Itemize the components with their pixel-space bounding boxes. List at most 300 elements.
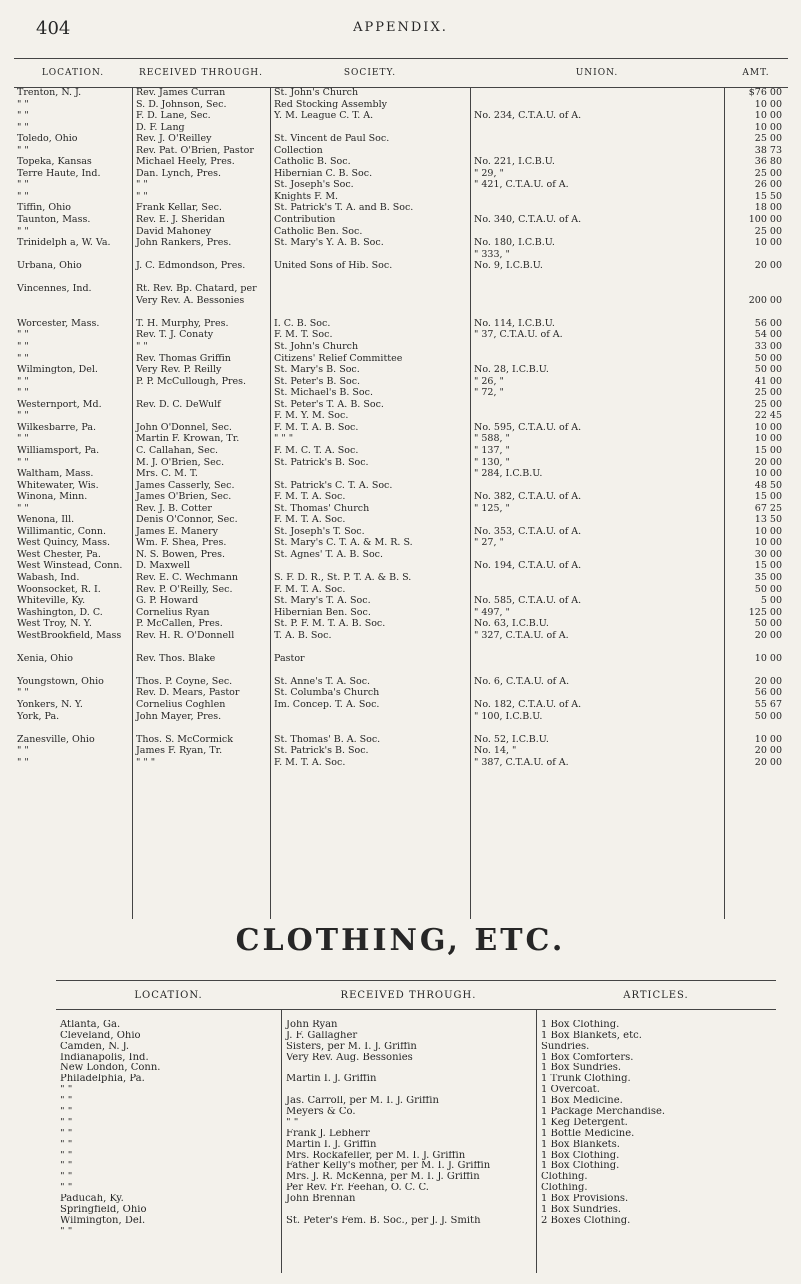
table-cell <box>471 664 724 676</box>
table-cell: 25 00 <box>754 133 782 145</box>
table-cell: " " <box>60 1128 73 1139</box>
table-cell: Martin I. J. Griffin <box>286 1139 377 1150</box>
table-cell: St. John's Church <box>274 87 359 98</box>
table-cell: J. C. Edmondson, Pres. <box>136 260 246 272</box>
table-cell: 1 Box Clothing. <box>541 1150 620 1161</box>
table-cell: No. 340, C.T.A.U. of A. <box>474 214 582 226</box>
table-cell <box>14 249 132 261</box>
table-cell: 25 00 <box>754 387 782 399</box>
table-cell: Wilmington, Del. <box>17 364 98 376</box>
table-cell: Denis O'Connor, Sec. <box>136 514 238 526</box>
table-cell: 10 00 <box>754 237 782 249</box>
table-cell: St. Agnes' T. A. B. Soc. <box>274 548 384 560</box>
table-cell: " " " <box>274 433 294 445</box>
table-cell: T. H. Murphy, Pres. <box>136 317 229 329</box>
table-cell: St. Peter's T. A. B. Soc. <box>274 398 384 410</box>
table-cell: No. 595, C.T.A.U. of A. <box>474 421 582 433</box>
table-cell: Rev. D. C. DeWulf <box>136 398 221 410</box>
table-cell <box>471 283 724 295</box>
table-cell: 10 00 <box>754 733 782 745</box>
table-cell: Rev. P. O'Reilly, Sec. <box>136 583 233 595</box>
table-cell: T. A. B. Soc. <box>274 629 332 641</box>
table-cell: 1 Overcoat. <box>541 1085 600 1096</box>
table-cell: Martin F. Krowan, Tr. <box>136 433 240 445</box>
table-cell: No. 221, I.C.B.U. <box>474 156 555 168</box>
table-cell: F. M. T. A. B. Soc. <box>274 421 359 433</box>
table-cell: 200 00 <box>748 294 782 306</box>
table-cell: " " <box>286 1117 299 1128</box>
table-cell: Mrs. Rockafeller, per M. I. J. Griffin <box>286 1150 466 1161</box>
table-cell <box>14 722 132 734</box>
table-cell: " 387, C.T.A.U. of A. <box>474 756 569 768</box>
table-cell <box>14 295 132 307</box>
table-cell: " " <box>17 329 29 341</box>
table-cell <box>14 664 132 676</box>
table-cell <box>133 641 270 653</box>
table-cell: 41 00 <box>754 375 782 387</box>
table-cell: Rev. E. C. Wechmann <box>136 571 238 583</box>
table-cell: Toledo, Ohio <box>17 133 78 145</box>
table-cell: Wm. F. Shea, Pres. <box>136 537 227 549</box>
table-cell: C. Callahan, Sec. <box>136 444 219 456</box>
table-cell <box>471 145 724 157</box>
table-cell: Meyers & Co. <box>286 1107 356 1118</box>
table-cell: 67 25 <box>754 502 782 514</box>
table-cell <box>271 122 470 134</box>
table-cell: " 421, C.T.A.U. of A. <box>474 179 569 191</box>
table-cell: Hibernian C. B. Soc. <box>274 167 373 179</box>
column-union <box>470 87 724 919</box>
table-cell: John Ryan <box>286 1019 338 1030</box>
table-cell: " 333, " <box>474 248 510 260</box>
table-cell: Father Kelly's mother, per M. I. J. Griffin <box>286 1161 491 1172</box>
table-cell <box>133 722 270 734</box>
table-cell: 1 Box Comforters. <box>541 1052 634 1063</box>
table-cell: Rev. H. R. O'Donnell <box>136 629 235 641</box>
table-cell: " " <box>136 179 148 191</box>
table-cell: S. D. Johnson, Sec. <box>136 98 227 110</box>
table-cell: St. Anne's T. A. Soc. <box>274 675 371 687</box>
table-cell: 1 Keg Detergent. <box>541 1117 628 1128</box>
table-cell: " 37, C.T.A.U. of A. <box>474 329 563 341</box>
table-cell <box>133 410 270 422</box>
table-cell: 56 00 <box>754 317 782 329</box>
table-cell: Very Rev. A. Bessonies <box>136 294 245 306</box>
table-cell: John Rankers, Pres. <box>136 237 232 249</box>
table-cell: N. S. Bowen, Pres. <box>136 548 226 560</box>
table-cell <box>471 306 724 318</box>
table-cell <box>471 480 724 492</box>
table-cell: " 497, " <box>474 606 510 618</box>
table-cell <box>471 295 724 307</box>
table-cell: 26 00 <box>754 179 782 191</box>
table-cell: Taunton, Mass. <box>17 214 91 226</box>
column-received-2 <box>281 1009 536 1273</box>
table-cell <box>471 549 724 561</box>
table-cell: Xenia, Ohio <box>17 652 73 664</box>
table-cell: No. 28, I.C.B.U. <box>474 364 549 376</box>
table-cell <box>725 283 788 295</box>
table-cell: West Winstead, Conn. <box>17 560 123 572</box>
table-cell: Willimantic, Conn. <box>17 525 107 537</box>
column-articles <box>536 1009 776 1273</box>
table-cell: I. C. B. Soc. <box>274 317 331 329</box>
table-cell: 125 00 <box>748 606 782 618</box>
table-cell: Woonsocket, R. I. <box>17 583 101 595</box>
column-location <box>14 87 132 919</box>
table-cell: St. Thomas' Church <box>274 502 370 514</box>
table-cell: No. 63, I.C.B.U. <box>474 618 549 630</box>
header-received: RECEIVED THROUGH. <box>132 59 270 88</box>
table-cell: Thos. S. McCormick <box>136 733 233 745</box>
table-cell: Topeka, Kansas <box>17 156 92 168</box>
table-cell: St. Vincent de Paul Soc. <box>274 133 390 145</box>
table-cell: Vincennes, Ind. <box>17 283 92 295</box>
table-cell: Cornelius Ryan <box>136 606 210 618</box>
table-cell: " 284, I.C.B.U. <box>474 468 543 480</box>
table-cell: Very Rev. P. Reilly <box>136 364 222 376</box>
table-cell <box>471 722 724 734</box>
table-cell: West Chester, Pa. <box>17 548 101 560</box>
table-cell: 10 00 <box>754 421 782 433</box>
table-cell: Rt. Rev. Bp. Chatard, per <box>136 283 257 295</box>
table-cell <box>471 99 724 111</box>
table-cell: Urbana, Ohio <box>17 260 82 272</box>
table-cell: Red Stocking Assembly <box>274 98 387 110</box>
table-cell: G. P. Howard <box>136 595 199 607</box>
table-cell: Rev. J. B. Cotter <box>136 502 212 514</box>
table-cell: " 130, " <box>474 456 510 468</box>
table-cell: Trenton, N. J. <box>17 87 82 98</box>
table-cell: 10 00 <box>754 468 782 480</box>
table-cell: " " <box>17 110 29 122</box>
table-cell <box>282 1227 536 1238</box>
table-cell: M. J. O'Brien, Sec. <box>136 456 225 468</box>
table-cell: F. M. T. A. Soc. <box>274 514 346 526</box>
clothing-table <box>56 980 776 1273</box>
table-cell: Trinidelph a, W. Va. <box>17 237 111 249</box>
table-cell: " " <box>17 687 29 699</box>
table-cell: Catholic Ben. Soc. <box>274 225 363 237</box>
table-cell: 5 00 <box>760 595 782 607</box>
table-cell <box>537 1009 776 1020</box>
table-cell <box>471 122 724 134</box>
table-cell: 15 00 <box>754 444 782 456</box>
table-cell: No. 14, " <box>474 745 517 757</box>
table-cell: St. John's Church <box>274 341 359 353</box>
table-cell: No. 182, C.T.A.U. of A. <box>474 698 582 710</box>
table-cell: St. Peter's Fem. B. Soc., per J. J. Smith <box>286 1215 481 1226</box>
page-number: 404 <box>36 18 71 39</box>
table-cell <box>282 1063 536 1074</box>
table-cell: 15 00 <box>754 491 782 503</box>
table-cell: 1 Box Sundries. <box>541 1063 622 1074</box>
table-cell: " " <box>17 190 29 202</box>
table-cell: Waltham, Mass. <box>17 468 94 480</box>
table-cell: " " <box>17 456 29 468</box>
table-cell: " " <box>136 341 148 353</box>
table-cell: F. D. Lane, Sec. <box>136 110 211 122</box>
table-cell: No. 180, I.C.B.U. <box>474 237 555 249</box>
table-cell: " " " <box>136 756 156 768</box>
table-cell: " " <box>60 1096 73 1107</box>
table-cell <box>133 664 270 676</box>
table-cell: Mrs. C. M. T. <box>136 468 198 480</box>
table-cell <box>271 283 470 295</box>
table-cell <box>271 306 470 318</box>
table-cell: Whiteville, Ky. <box>17 595 86 607</box>
table-cell: No. 194, C.T.A.U. of A. <box>474 560 582 572</box>
table-cell: West Troy, N. Y. <box>17 618 92 630</box>
table-cell: Yonkers, N. Y. <box>17 698 83 710</box>
table-cell: " 137, " <box>474 444 510 456</box>
header-received-2: RECEIVED THROUGH. <box>281 981 536 1010</box>
table-cell <box>133 249 270 261</box>
table-cell: Rev. Thos. Blake <box>136 652 216 664</box>
table-cell: 22 45 <box>754 410 782 422</box>
table-cell <box>271 249 470 261</box>
table-cell: James O'Brien, Sec. <box>136 491 232 503</box>
table-cell: Rev. Pat. O'Brien, Pastor <box>136 144 254 156</box>
table-cell: 55 67 <box>754 698 782 710</box>
table-cell: St. P. F. M. T. A. B. Soc. <box>274 618 386 630</box>
table-cell: F. M. C. T. A. Soc. <box>274 444 359 456</box>
table-cell: Wabash, Ind. <box>17 571 80 583</box>
table-cell <box>725 722 788 734</box>
table-cell <box>725 272 788 284</box>
table-cell: Wilkesbarre, Pa. <box>17 421 97 433</box>
table-cell: " 125, " <box>474 502 510 514</box>
table-cell: James F. Ryan, Tr. <box>136 745 223 757</box>
table-cell: St. Patrick's C. T. A. Soc. <box>274 479 393 491</box>
table-cell <box>725 641 788 653</box>
table-cell: " 27, " <box>474 537 504 549</box>
table-cell <box>471 514 724 526</box>
table-cell: " " <box>17 352 29 364</box>
table-cell: St. Thomas' B. A. Soc. <box>274 733 381 745</box>
table-cell: Im. Concep. T. A. Soc. <box>274 698 380 710</box>
table-cell: 1 Package Merchandise. <box>541 1107 666 1118</box>
table-cell: 15 50 <box>754 190 782 202</box>
table-cell: Frank J. Lebherr <box>286 1128 370 1139</box>
table-cell: 1 Bottle Medicine. <box>541 1128 635 1139</box>
table-cell: Knights F. M. <box>274 190 339 202</box>
column-received <box>132 87 270 919</box>
table-cell: No. 585, C.T.A.U. of A. <box>474 595 582 607</box>
table-cell: " " <box>60 1150 73 1161</box>
table-cell: Rev. E. J. Sheridan <box>136 214 225 226</box>
table-cell: Per Rev. Fr. Feehan, O. C. C. <box>286 1183 429 1194</box>
table-cell: Sundries. <box>541 1041 590 1052</box>
table-cell: 54 00 <box>754 329 782 341</box>
table-cell <box>725 664 788 676</box>
table-cell: $76 00 <box>748 87 782 98</box>
table-cell: 38 73 <box>754 144 782 156</box>
table-cell: Springfield, Ohio <box>60 1205 147 1216</box>
table-cell: Atlanta, Ga. <box>60 1019 121 1030</box>
table-cell: 20 00 <box>754 745 782 757</box>
table-cell: Y. M. League C. T. A. <box>274 110 374 122</box>
table-cell: " " <box>60 1107 73 1118</box>
table-cell: F. M. T. A. Soc. <box>274 756 346 768</box>
table-cell: 1 Box Sundries. <box>541 1205 622 1216</box>
table-cell: " 327, C.T.A.U. of A. <box>474 629 569 641</box>
table-cell: No. 6, C.T.A.U. of A. <box>474 675 570 687</box>
table-cell: Hibernian Ben. Soc. <box>274 606 371 618</box>
table-cell: Jas. Carroll, per M. I. J. Griffin <box>286 1096 439 1107</box>
table-cell: 25 00 <box>754 225 782 237</box>
table-cell: 10 00 <box>754 433 782 445</box>
table-cell: " " <box>17 502 29 514</box>
table-cell: St. Patrick's T. A. and B. Soc. <box>274 202 414 214</box>
table-cell: 10 00 <box>754 121 782 133</box>
table-cell: St. Mary's T. A. Soc. <box>274 595 371 607</box>
table-cell: 20 00 <box>754 456 782 468</box>
table-cell: 1 Trunk Clothing. <box>541 1074 631 1085</box>
table-cell: New London, Conn. <box>60 1063 161 1074</box>
table-cell: Martin I. J. Griffin <box>286 1074 377 1085</box>
table-cell <box>282 1205 536 1216</box>
table-cell: Zanesville, Ohio <box>17 733 95 745</box>
table-cell: Wilmington, Del. <box>60 1215 146 1226</box>
table-cell: 50 00 <box>754 583 782 595</box>
table-cell: Cleveland, Ohio <box>60 1030 141 1041</box>
table-cell: St. Peter's B. Soc. <box>274 375 361 387</box>
table-cell: Paducah, Ky. <box>60 1194 124 1205</box>
table-cell: " " <box>17 745 29 757</box>
table-cell: 33 00 <box>754 341 782 353</box>
table-cell: " " <box>60 1139 73 1150</box>
table-cell: St. Michael's B. Soc. <box>274 387 373 399</box>
table-cell: Philadelphia, Pa. <box>60 1074 145 1085</box>
table-cell: 20 00 <box>754 629 782 641</box>
table-cell: 10 00 <box>754 525 782 537</box>
table-cell: Whitewater, Wis. <box>17 479 99 491</box>
table-cell <box>471 341 724 353</box>
table-cell: " 588, " <box>474 433 510 445</box>
table-cell: No. 9, I.C.B.U. <box>474 260 543 272</box>
table-cell: 1 Box Provisions. <box>541 1194 629 1205</box>
table-cell: St. Joseph's T. Soc. <box>274 525 365 537</box>
table-cell <box>471 410 724 422</box>
table-cell <box>14 641 132 653</box>
table-cell: F. M. T. Soc. <box>274 329 333 341</box>
table-cell <box>271 664 470 676</box>
table-cell: P. McCallen, Pres. <box>136 618 223 630</box>
table-cell: No. 114, I.C.B.U. <box>474 317 555 329</box>
table-cell: St. Patrick's B. Soc. <box>274 456 369 468</box>
header-society: SOCIETY. <box>270 59 470 88</box>
table-cell: 10 00 <box>754 652 782 664</box>
table-cell: WestBrookfield, Mass <box>17 629 122 641</box>
table-cell: James Casserly, Sec. <box>136 479 235 491</box>
table-cell: Washington, D. C. <box>17 606 103 618</box>
table-cell: " 100, I.C.B.U. <box>474 710 543 722</box>
table-cell: No. 382, C.T.A.U. of A. <box>474 491 582 503</box>
column-society <box>270 87 470 919</box>
table-cell: " " <box>17 387 29 399</box>
table-cell <box>471 653 724 665</box>
table-cell: Rev. T. J. Conaty <box>136 329 214 341</box>
header-location: LOCATION. <box>14 59 132 88</box>
table-cell: " " <box>136 190 148 202</box>
table-cell: No. 234, C.T.A.U. of A. <box>474 110 582 122</box>
table-cell: 50 00 <box>754 352 782 364</box>
table-cell: " " <box>17 410 29 422</box>
table-cell: Rev. Thomas Griffin <box>136 352 231 364</box>
table-cell: Clothing. <box>541 1183 588 1194</box>
table-cell <box>471 687 724 699</box>
table-cell: York, Pa. <box>17 710 60 722</box>
table-cell: 25 00 <box>754 167 782 179</box>
table-cell: 100 00 <box>748 214 782 226</box>
table-cell: " " <box>60 1161 73 1172</box>
table-cell: 30 00 <box>754 548 782 560</box>
table-cell: S. F. D. R., St. P. T. A. & B. S. <box>274 571 412 583</box>
table-cell <box>471 399 724 411</box>
table-cell: 1 Box Medicine. <box>541 1096 623 1107</box>
table-cell: " " <box>17 756 29 768</box>
table-cell: " 29, " <box>474 167 504 179</box>
table-cell: " " <box>17 375 29 387</box>
table-cell: St. Mary's B. Soc. <box>274 364 360 376</box>
table-cell: Williamsport, Pa. <box>17 444 100 456</box>
table-cell: P. P. McCullough, Pres. <box>136 375 247 387</box>
running-head: APPENDIX. <box>353 20 448 35</box>
table-cell <box>271 468 470 480</box>
table-cell: 10 00 <box>754 537 782 549</box>
table-cell <box>471 191 724 203</box>
section-heading-clothing: CLOTHING, ETC. <box>235 923 566 958</box>
table-cell: " 26, " <box>474 375 504 387</box>
table-cell: John O'Donnel, Sec. <box>136 421 232 433</box>
table-cell: " " <box>60 1085 73 1096</box>
table-cell: Mrs. J. R. McKenna, per M. I. J. Griffin <box>286 1172 480 1183</box>
table-cell: 48 50 <box>754 479 782 491</box>
table-cell <box>282 1085 536 1096</box>
table-cell <box>271 641 470 653</box>
table-cell: John Mayer, Pres. <box>136 710 222 722</box>
table-cell <box>471 202 724 214</box>
table-cell <box>282 1009 536 1020</box>
table-cell: Contribution <box>274 214 336 226</box>
table-cell: Very Rev. Aug. Bessonies <box>286 1052 413 1063</box>
table-cell: James E. Manery <box>136 525 219 537</box>
table-cell: 10 00 <box>754 110 782 122</box>
table-cell: United Sons of Hib. Soc. <box>274 260 393 272</box>
table-cell: 1 Box Blankets. <box>541 1139 620 1150</box>
table-cell <box>271 272 470 284</box>
table-cell: " " <box>17 179 29 191</box>
table-cell: Winona, Minn. <box>17 491 88 503</box>
table-cell: St. Joseph's Soc. <box>274 179 354 191</box>
table-cell: " " <box>17 341 29 353</box>
header-location-2: LOCATION. <box>56 981 281 1010</box>
table-cell: St. Patrick's B. Soc. <box>274 745 369 757</box>
table-cell <box>725 306 788 318</box>
table-cell <box>471 226 724 238</box>
table-cell: Sisters, per M. I. J. Griffin <box>286 1041 417 1052</box>
table-cell: Tiffin, Ohio <box>17 202 71 214</box>
table-cell <box>14 306 132 318</box>
table-cell: 50 00 <box>754 364 782 376</box>
table-cell: Cornelius Coghlen <box>136 698 226 710</box>
table-cell <box>725 249 788 261</box>
table-cell: F. M. T. A. Soc. <box>274 491 346 503</box>
table-cell: Frank Kellar, Sec. <box>136 202 222 214</box>
table-cell <box>471 353 724 365</box>
table-cell <box>271 711 470 723</box>
